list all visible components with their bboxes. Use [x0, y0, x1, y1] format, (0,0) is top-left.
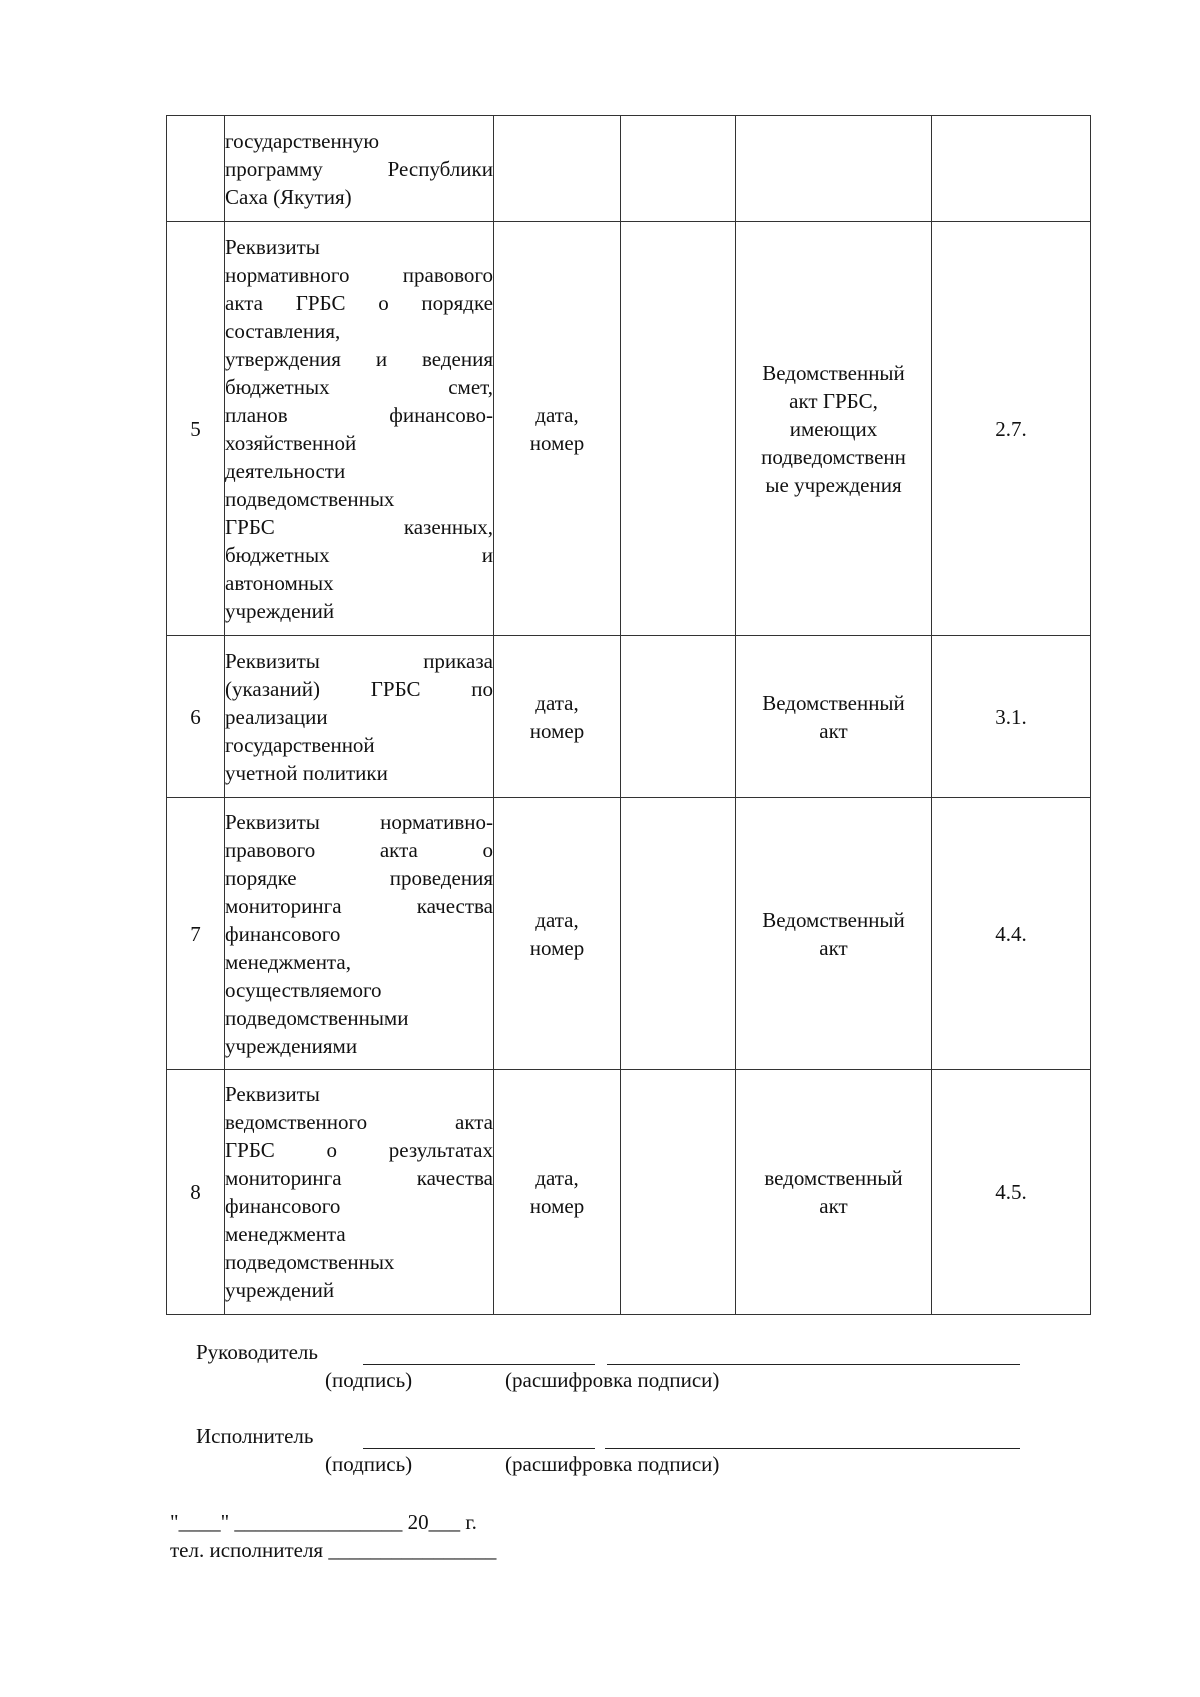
- row-section: 3.1.: [932, 636, 1091, 798]
- row-number: [167, 116, 225, 222]
- row-description: [225, 1070, 494, 1315]
- description-line: планов финансово-: [225, 402, 493, 427]
- row-description: [225, 222, 494, 636]
- head-label: Руководитель: [196, 1340, 318, 1364]
- row-number: 6: [167, 636, 225, 798]
- description-line: учетной политики: [225, 760, 388, 785]
- description-line: ГРБС о результатах: [225, 1138, 493, 1162]
- row-value-cell: [621, 636, 736, 798]
- description-line: учреждениями: [225, 1033, 358, 1058]
- source-line: ые учреждения: [765, 472, 902, 497]
- description-line: Реквизиты: [225, 234, 320, 259]
- format-line: дата,: [535, 1166, 579, 1190]
- row-value-cell: [621, 222, 736, 636]
- table-row: [167, 116, 1091, 222]
- description-line: подведомственных: [225, 486, 395, 511]
- description-line: мониторинга качества: [225, 893, 493, 918]
- source-line: Ведомственный: [762, 907, 905, 932]
- description-line: программу Республики: [225, 156, 493, 181]
- row-number: 5: [167, 222, 225, 636]
- row-section: 4.4.: [932, 798, 1091, 1070]
- description-line: государственную: [225, 128, 380, 153]
- table-row: [167, 636, 1091, 798]
- row-section: 4.5.: [932, 1070, 1091, 1315]
- description-line: бюджетных и: [225, 542, 493, 567]
- row-format: [494, 798, 621, 1070]
- executor-decoding-line: [605, 1448, 1020, 1449]
- head-decoding-caption: (расшифровка подписи): [505, 1368, 720, 1392]
- format-line: номер: [529, 1194, 585, 1218]
- description-line: учреждений: [225, 598, 335, 623]
- description-line: учреждений: [225, 1278, 335, 1302]
- row-format: [494, 116, 621, 222]
- description-line: утверждения и ведения: [225, 346, 493, 371]
- format-line: номер: [529, 430, 585, 455]
- row-value-cell: [621, 116, 736, 222]
- description-line: подведомственных: [225, 1250, 395, 1274]
- row-description: [225, 798, 494, 1070]
- head-decoding-line: [607, 1364, 1020, 1365]
- row-format: [494, 222, 621, 636]
- executor-decoding-caption: (расшифровка подписи): [505, 1452, 720, 1476]
- description-line: менеджмента: [225, 1222, 346, 1246]
- description-line: деятельности: [225, 458, 346, 483]
- format-line: номер: [529, 935, 585, 960]
- description-line: акта ГРБС о порядке: [225, 290, 493, 315]
- description-line: составления,: [225, 318, 341, 343]
- description-line: правового акта о: [225, 837, 493, 862]
- format-line: номер: [529, 718, 585, 743]
- executor-signature-line: [363, 1448, 595, 1449]
- description-line: финансового: [225, 1194, 341, 1218]
- executor-label: Исполнитель: [196, 1424, 314, 1448]
- description-line: ГРБС казенных,: [225, 514, 493, 539]
- description-line: (указаний) ГРБС по: [225, 676, 493, 701]
- row-description: [225, 636, 494, 798]
- source-line: ведомственный: [764, 1166, 903, 1190]
- description-line: хозяйственной: [225, 430, 357, 455]
- row-number: 8: [167, 1070, 225, 1315]
- row-source: [736, 116, 932, 222]
- description-line: Саха (Якутия): [225, 184, 352, 209]
- description-line: мониторинга качества: [225, 1166, 493, 1190]
- description-line: Реквизиты: [225, 1082, 320, 1106]
- description-line: финансового: [225, 921, 341, 946]
- row-format: [494, 636, 621, 798]
- head-signature-line: [363, 1364, 595, 1365]
- row-format: [494, 1070, 621, 1315]
- format-line: дата,: [535, 402, 579, 427]
- description-line: порядке проведения: [225, 865, 493, 890]
- row-value-cell: [621, 798, 736, 1070]
- table-row: [167, 222, 1091, 636]
- row-value-cell: [621, 1070, 736, 1315]
- row-source: [736, 636, 932, 798]
- table-row: [167, 1070, 1091, 1315]
- source-line: акт: [819, 1194, 848, 1218]
- row-source: [736, 222, 932, 636]
- row-section: [932, 116, 1091, 222]
- description-line: реализации: [225, 704, 328, 729]
- row-description: [225, 116, 494, 222]
- source-line: подведомственн: [761, 444, 906, 469]
- table-row: [167, 798, 1091, 1070]
- description-line: автономных: [225, 570, 334, 595]
- format-line: дата,: [535, 907, 579, 932]
- row-number: 7: [167, 798, 225, 1070]
- source-line: акт: [819, 718, 848, 743]
- head-signature-caption: (подпись): [325, 1368, 413, 1392]
- source-line: Ведомственный: [762, 360, 905, 385]
- description-line: бюджетных смет,: [225, 374, 493, 399]
- source-line: акт: [819, 935, 848, 960]
- description-line: Реквизиты приказа: [225, 648, 493, 673]
- executor-signature-caption: (подпись): [325, 1452, 413, 1476]
- description-line: менеджмента,: [225, 949, 351, 974]
- phone-line: тел. исполнителя ________________: [170, 1538, 497, 1562]
- date-line: "____" ________________ 20___ г.: [170, 1510, 477, 1534]
- row-section: 2.7.: [932, 222, 1091, 636]
- row-source: [736, 1070, 932, 1315]
- description-line: государственной: [225, 732, 375, 757]
- description-line: ведомственного акта: [225, 1110, 493, 1134]
- description-line: осуществляемого: [225, 977, 382, 1002]
- description-line: нормативного правового: [225, 262, 493, 287]
- description-line: Реквизиты нормативно-: [225, 809, 493, 834]
- source-line: Ведомственный: [762, 690, 905, 715]
- source-line: имеющих: [789, 416, 878, 441]
- row-source: [736, 798, 932, 1070]
- requisites-table: [166, 115, 1091, 1315]
- format-line: дата,: [535, 690, 579, 715]
- description-line: подведомственными: [225, 1005, 409, 1030]
- source-line: акт ГРБС,: [789, 388, 878, 413]
